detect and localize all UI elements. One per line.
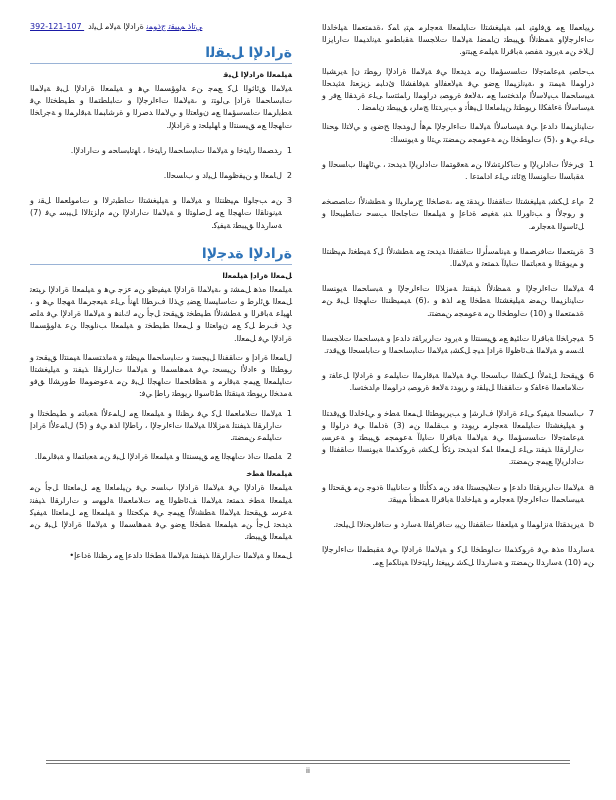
list-item-text: ﺓﺮﺒﺘﻌﻤﻟﺍ ﺕﺎﻓﺮﺼﻤﻟﺍ ﻭ ﺔﻴﻧﺎﻤﺳﺃﺮﻟﺍ ﺕﺎﻘﻔﻨﻟﺍ ﺪﻳﺪﺤﺗ ﻊﻣ ﺔﻄﺸﻧﻷﺍ ﻞﻛ ﺔﻴﻄﻐﺘﻟ ﻢﻴﻈﻨﺘﻟﺍ ﻭ ﻢﻳﻮﻘﺘﻟﺍ ﻭ ﺔﻌﺑﺎﺘﻤﻟﺍ ﺕﺎﻴﻟﺁ ﺪﻤﺘﻌﺗ ﻭ ﺔﻴﻟﺎﻤﻟﺍ. — [322, 246, 584, 269]
subheading: ﺔﻴﻠﻤﻌﻟﺍ ﺔﻄﺧ — [246, 469, 292, 479]
list-item — [322, 408, 594, 469]
section-divider — [30, 264, 292, 265]
list-item-number: 2 — [286, 171, 292, 181]
list-item-number: 5 — [588, 333, 594, 343]
list-item-text: ﺏﺎﺴﺤﻟﺍ ﺔﻴﻔﻴﻛ ﻰﻠﻋ ﺓﺭﺍﺩﻹﺍ ﻑﺍﺮﺷﺇ ﻭ ﺐﻳﺮﻳﻮﻄﺘﻟﺍ ﻞﻤﻌﻟﺍ ﺔﻄﺧ ﻭ ﻲﻠﺧﺍﺪﻟﺍ ﻖﻴﻗﺪﺘﻟﺍ ﻭ ﺔﻴﻠﻴﻐﺸﺘﻟﺍ ﺕﺎﻴﻠﻤﻌﻟﺍ ﺔﻌﺟﺍﺮﻣ ﺮﻳﻭﺪﺗ ﻭ ﺐﻘﻠﻤﻟﺍ ﻦﻣ (3) ﺓﺩﺎﻤﻟﺍ ﻲﻓ ﺩﺭﺍﻮﻟﺍ ﻭ ﺔﻴﻋﺎﻤﺘﺟﻻﺍ ﺕﺎﺴﺳﺆﻤﻟﺍ ﻲﻓ ﺔﻴﻟﺎﻤﻟﺍ ﺔﺑﺎﻗﺮﻟﺍ ﺕﺎﻴﻟﺁ ﺔﻋﻮﻤﺠﻣ ﻖﻴﺒﻄﺗ ﻭ ﺔﻋﺮﺴﺑ ﺕﺍﺭﺍﺮﻘﻟﺍ ﺬﻴﻔﻨﺗ ﻰﻠﻋ ﻞﻤﻌﻟﺍ ﺎﻤﻛ ﺍﺪﻳﺪﺤﺗ ﺮﺜﻛﺃ ﻞﻜﺸﺑ ﺓﺭﻮﻛﺬﻤﻟﺍ ﺔﻳﻮﻨﺴﻟﺍ ﺕﺎﻘﻔﻨﻟﺍ ﻭ ﺕﺍﺩﺍﺮﻳﻹﺍ ﻊﻴﻤﺟ ﻦﻤﻀﺘﺗ. — [322, 408, 584, 467]
paragraph: ﺔﻴﻟﺎﻤﻟﺍ ﻖﺋﺎﺛﻮﻟﺍ ﻞﻛ ﻊﻤﺟ ﻦﻋ ﺔﻟﻭﺆﺴﻤﻟﺍ ﻲﻫ ﻭ ﺔﻴﻠﻤﻌﻟﺍ ﺓﺭﺍﺩﻹﺍ ﻞﺒﻗ ﺔﻴﻟﺎﻤﻟﺍ ﺕﺎﺒﺳﺎﺤﻤﻟﺍ ﺓﺭﺍﺩﺇ ﻰﻟﻮﺘﺗ ﻭ ،ﺔﻴﻟﺎﻤﻟﺍ ﺕﺍﺀﺍﺮﺟﻹﺍ ﻭ ﺕﺎﺒﻠﻄﺘﻤﻟﺍ ﻭ ﻂﻴﻄﺨﺘﻟﺍ ﻲﻓ ﺔﻄﺑﺍﺮﻤﻟﺍ ﺕﺎﺴﺳﺆﻤﻟﺍ ﻊﻣ ﻥﻭﺎﻌﺘﻟﺍ ﻭ ﻲﻟﺎﻤﻟﺍ ﺪﺻﺮﻟﺍ ﻭ ﺓﺮﺷﺎﺒﻤﻟﺍ ﺔﺒﻗﺍﺮﻤﻟﺍ ﻭ ﺔﺟﺭﺎﺨﻟﺍ ﺕﺎﻬﺠﻟﺍ ﻊﻣ ﻖﻴﺴﻨﺘﻟﺍ ﻭ ﺎﻬﻠﻴﻠﺤﺗ ﻭ ﺓﺭﺍﺩﻺﻟ. — [30, 84, 292, 130]
list-item-text: ﻦﻣ ﺐﺟﺍﻮﻟﺍ ﻢﻴﻈﻨﺘﻟﺍ ﻭ ﺔﻴﻟﺎﻤﻟﺍ ﻭ ﺔﻴﻠﻴﻐﺸﺘﻟﺍ ﺕﺎﻄﺒﺗﺭﻻﺍ ﻭ ﺕﺎﻣﻮﻠﻌﻤﻟﺍ ﻞﻘﻧ ﻭ ﺔﻴﻧﻮﻧﺎﻘﻟﺍ ﺕﺎﻬﺠﻟﺍ ﻊﻣ ﻞﺻﺍﻮﺘﻟﺍ ﻭ ﺔﻴﻟﺎﻤﻟﺍ ﺕﺍﺭﺍﺩﻹﺍ ﻦﻣ ﻡﺍﺰﺘﻟﻻﺍ ﻞﻴﺒﺳ ﻲﻓ (7) ﺔﺳﺍﺭﺪﻟﺍ ﻖﻴﺒﻄﺗ ﺔﻴﻔﻴﻛ. — [30, 196, 282, 230]
header-reference — [30, 22, 292, 31]
paragraph: ﻞﻤﻌﻟﺍ ﻭ ﺔﻴﻟﺎﻤﻟﺍ ﺕﺍﺭﺍﺮﻘﻟﺍ ﺬﻴﻔﻨﺘﻟ ﺔﻴﻟﺎﻤﻟﺍ ﺔﻄﺨﻟﺍ ﺩﺍﺪﻋﺇ ﻊﻣ ﺮﻈﻨﻟﺍ ﺓﺩﺎﻋﺇ• — [69, 551, 292, 561]
list-item — [322, 370, 594, 394]
list-item-text: ﺔﻳﺮﻳﺪﻘﺘﻟﺍ ﺔﻧﺯﺍﻮﻤﻟﺍ ﻭ ﺔﻴﻠﻌﻔﻟﺍ ﺕﺎﻘﻔﻨﻟﺍ ﻦﻴﺑ ﺕﺎﻗﺭﺎﻔﻟﺍ ﺔﺳﺍﺭﺩ ﻭ ﺕﺎﻓﺍﺮﺤﻧﻻﺍ ﻞﻴﻠﺤﺗ. — [333, 520, 584, 530]
list-item-text: ﺔﻴﻟﺎﻤﻟﺍ ﺕﺍﺮﻳﺮﻘﺘﻟﺍ ﺩﺍﺪﻋﺇ ﻭ ﺕﻼﻴﺠﺴﺘﻟﺍ ﺔﻗﺩ ﻦﻣ ﺪﻛﺄﺘﻟﺍ ﻭ ﺕﺎﻧﺎﻴﺒﻟﺍ ﺓﺩﻮﺟ ﻦﻣ ﻖﻘﺤﺘﻟﺍ ﻭ ﺔﻴﺒﺳﺎﺤﻤﻟﺍ ﺕﺍﺀﺍﺮﺟﻹﺍ ﺔﻌﺟﺍﺮﻣ ﻭ ﺔﻴﻠﺧﺍﺪﻟﺍ ﺔﺑﺎﻗﺮﻟﺍ ﺔﻤﻈﻧﺃ ﻢﻴﻴﻘﺗ. — [322, 482, 585, 504]
list-item — [322, 196, 594, 233]
list-item — [322, 246, 594, 270]
list-item-text: ﺭﺪﺼﻤﻟﺍ ﺭﺎﻴﺘﺧﺍ ﻭ ﺔﻴﻟﺎﻤﻟﺍ ﺕﺎﺒﺳﺎﺤﻤﻟﺍ ﺭﺎﻴﺘﺧﺍ ، ﺎﻬﺗﺎﺒﺳﺎﺤﻣ ﻭ ﺕﺍﺭﺍﺩﻹﺍ. — [70, 145, 282, 155]
paragraph: ﻝﺎﻤﻌﻟﺍ ﺓﺭﺍﺩﺇ ﻭ ﺕﺎﻘﻔﻨﻟﺍ ﻞﻴﺠﺴﺗ ﻭ ﺕﺎﺒﺳﺎﺤﻤﻟﺍ ﻢﻴﻈﻨﺗ ﻭ ﺔﻣﺍﺪﺘﺴﻤﻟﺍ ﺔﻴﻤﻨﺘﻟﺍ ﻖﻴﻘﺤﺗ ﻭ ﺭﻮﻄﺘﻟﺍ ﻭ ﺀﺍﺩﻷﺍ ﻦﻴﺴﺤﺗ ﻲﻓ ﺔﻤﻫﺎﺴﻤﻟﺍ ﻭ ﺔﻴﻟﺎﻤﻟﺍ ﺕﺍﺭﺍﺮﻘﻟﺍ ﺬﻴﻔﻨﺗ ﻭ ﺔﻴﻠﻴﻐﺸﺘﻟﺍ ﺕﺎﻴﻠﻤﻌﻟﺍ ﻊﻴﻤﺟ ﺔﺒﻗﺍﺮﻣ ﻭ ﺔﻈﻓﺎﺤﻤﻟﺍ ﺕﺎﻬﺠﻟﺍ ﻞﺒﻗ ﻦﻣ ﺔﻋﻮﺿﻮﻤﻟﺍ ﻁﻭﺮﺸﻟﺍ ﻖﻓﻭ ﺔﻣﺪﺨﻟﺍ ﺮﻳﻮﻄﺗ ﺔﻴﻨﻘﺘﻟﺍ ﻂﺋﺎﺳﻮﻟﺍ ﺮﻳﻮﻄﺗ ﺭﺎﻃﺇ ﻲﻓ: — [30, 352, 292, 399]
list-item-number: 3 — [286, 196, 292, 206]
list-item-text: ﻝﺎﻤﻌﻟﺍ ﻭ ﻦﻴﻔﻇﻮﻤﻟﺍ ﻞﻴﻟﺩ ﻭ ﺏﺎﺴﺤﻟﺍ. — [163, 171, 282, 181]
list-item — [30, 408, 292, 445]
reference-link[interactable]: 392-121-107 ‏ﻲﺗﺍﺫ ﻢﻴﻴﻘﺗ ﺝﺫﻮﻤﻧ — [30, 22, 203, 31]
list-item-number: 1 — [286, 408, 292, 418]
list-item-text: ﻯﺮﺧﻷﺍ ﺕﺍﺩﺍﺮﻳﻹﺍ ﻭ ﺕﺎﻛﺍﺮﺘﺷﻻﺍ ﻦﻣ ﺔﻌﻗﻮﺘﻤﻟﺍ ﺕﺍﺩﺍﺮﻳﻹﺍ ﺪﻳﺪﺤﺗ ، ﻲﺋﺎﻬﻨﻟﺍ ﺏﺎﺴﺤﻟﺍ ﻭ ﺔﻘﺑﺎﺴﻟﺍ ﺕﺍﻮﻨﺴﻟﺍ ﺞﺋﺎﺘﻧ ﻰﻠﻋ ﺍﺩﺎﻤﺘﻋﺍ . — [322, 159, 584, 182]
left-column — [30, 22, 292, 563]
list-item-text: ﺔﻴﻟﺎﻤﻟﺍ ﺕﻼﻣﺎﻌﻤﻟﺍ ﻞﻛ ﻲﻓ ﺮﻈﻨﻟﺍ ﻭ ﺔﻴﻠﻤﻌﻟﺍ ﻊﻣ ﻝﺎﻤﻋﻷﺍ ﺔﻌﺑﺎﺘﻣ ﻭ ﻂﻴﻄﺨﺘﻟﺍ ﻭ ﺕﺍﺭﺍﺮﻘﻟﺍ ﺬﻴﻔﻨﺘﻟ ﺔﻣﺯﻼﻟﺍ ﺔﻴﻟﺎﻤﻟﺍ ﺕﺍﺀﺍﺮﺟﻹﺍ ، ﺭﺎﻃﻹﺍ ﺍﺬﻫ ﻲﻓ ﻭ (5) ﻝﺎﻤﻋﻷﺍ ﺓﺭﺍﺩﺇ ﺕﺎﻴﻠﻤﻋ ﻦﻤﻀﺘﺗ. — [30, 408, 282, 443]
list-item — [322, 519, 594, 531]
paragraph: ﺔﻴﻠﻤﻌﻟﺍ ﻩﺬﻫ ﻞﻤﺸﺗ ﻭ ،ﺔﻴﻟﺎﻤﻟﺍ ﺓﺭﺍﺩﻹﺍ ﺔﻴﻔﻴﻇﻭ ﻦﻣ ﺀﺰﺟ ﻲﻫ ﻭ ﺔﻴﻠﻤﻌﻟﺍ ﺓﺭﺍﺩﻹﺍ ﺮﺒﺘﻌﺗ ﻞﻤﻌﻟﺍ ﻖﺋﺍﺮﻃ ﻭ ﺕﺎﺳﺎﻴﺴﻟﺍ ﻊﻀﻳ ﻱﺬﻟﺍ ﻑﺮﻄﻟﺍ ﺎﻬﻧﺃ ﻰﻠﻋ ﺔﻴﻌﺟﺮﻤﻟﺍ ﺔﻬﺠﻟﺍ ﻲﻫ ﻭ ، ﺎﻬﻴﻠﻋ ﺔﺑﺎﻗﺮﻟﺍ ﻭ ﺔﻄﺸﻧﻷﺍ ﻂﻴﻄﺨﺗ ﻖﻴﻘﺤﺗ ﻞﺟﺃ ﻦﻣ ﻙﺎﻨﻫ ﻭ ﺔﻴﻟﺎﻤﻟﺍ ﺓﺭﺍﺩﻹﺍ ﻲﻓ ﺔﻠﺻ ﻱﺫ ﻑﺮﻃ ﻞﻛ ﻊﻣ ﻥﻭﺎﻌﺘﻟﺍ ﻭ ﻞﻤﻌﻟﺍ ﻂﻴﻄﺨﺗ ﻭ ﺔﻴﻠﻤﻌﻟﺍ ﺐﻧﺍﻮﺠﻟﺍ ﻦﻋ ﺔﻟﻭﺆﺴﻤﻟﺍ ﺓﺭﺍﺩﻹﺍ ﻲﻓ ﻞﻤﻌﻟﺍ. — [30, 284, 292, 343]
list-item — [30, 195, 292, 232]
paragraph: ﺕﺎﻴﻧﺍﺰﻴﻤﻟﺍ ﺩﺍﺪﻋﺇ ﻲﻓ ﺔﻴﺳﺎﺳﻷﺍ ﺔﻴﻟﺎﻤﻟﺍ ﺕﺍﺀﺍﺮﺟﻹﺍ ﻢﻫﺃ ﻝﻭﺪﺠﻟﺍ ﺢﺿﻮﻳ ﻭ ﻲﻟﺎﺘﻟﺍ ﻮﺤﻨﻟﺍ ﻰﻠﻋ ﻲﻫ ﻭ ،(5) ﺕﺍﻮﻄﺨﻟﺍ ﻦﻣ ﺔﻋﻮﻤﺠﻣ ﻦﻤﻀﺘﺗ ﻲﺘﻟﺍ ﻭ ﺔﻳﻮﻨﺴﻟﺍ: — [322, 122, 594, 144]
list-item — [322, 482, 594, 506]
subheading: ﻞﻤﻌﻟﺍ ﺓﺭﺍﺩﺇ ﺔﻴﻠﻤﻌﻟﺍ — [222, 270, 292, 280]
paragraph: ﺔﻴﻠﻤﻌﻟﺍ ﺓﺭﺍﺩﻹﺍ ﻲﻓ ﺔﻴﻟﺎﻤﻟﺍ ﺓﺭﺍﺩﻹﺍ ﺏﺎﺴﺣ ﻲﻓ ﻦﻴﻠﻣﺎﻌﻟﺍ ﻊﻣ ﻞﻣﺎﻌﺘﻟﺍ ﻞﺟﺃ ﻦﻣ ﺔﻴﻠﻤﻌﻟﺍ ﺔﻄﺧ ﺪﻤﺘﻌﺗ ﺔﻴﻟﺎﻤﻟﺍ ﻒﺋﺎﻇﻮﻟﺍ ﻊﻣ ﺕﻼﻣﺎﻌﻤﻟﺍ ﺔﻟﻮﻬﺳ ﻭ ﺕﺍﺭﺍﺮﻘﻟﺍ ﺬﻴﻔﻨﺗ ﺔﻋﺮﺳ ﻖﻴﻘﺤﺘﻟ ﺔﻴﻟﺎﻤﻟﺍ ﺔﻄﺸﻧﻷﺍ ﻊﻴﻤﺟ ﻲﻓ ﻢﻜﺤﺘﻟﺍ ﻭ ﺔﻴﻠﻤﻌﻟﺍ ﻊﻣ ﻞﻣﺎﻌﺘﻟﺍ ﺔﻴﻔﻴﻛ ﺪﻳﺪﺤﺗ ﻞﺟﺃ ﻦﻣ ﺔﻴﻠﻤﻌﻟﺍ ﺔﻄﺨﻟﺍ ﻊﺿﻭ ﻲﻓ ﺔﻤﻫﺎﺴﻤﻟﺍ ﻭ ﺔﻴﻟﺎﻤﻟﺍ ﺓﺭﺍﺩﻹﺍ ﻞﺒﻗ ﻦﻣ ﺔﻴﻠﻤﻌﻟﺍ ﻖﻴﺒﻄﺗ. — [30, 483, 292, 542]
list-item-text: ﺔﻴﻟﺎﻤﻟﺍ ﺕﺍﺀﺍﺮﺟﻹﺍ ﻭ ﺔﻤﻈﻧﻷﺍ ﺬﻴﻔﻨﺘﻟ ﺔﻣﺯﻼﻟﺍ ﺕﺍﺀﺍﺮﺟﻹﺍ ﻭ ﺔﺒﺳﺎﺤﻤﻟﺍ ﺔﻳﻮﻨﺴﻟﺍ ﺕﺎﻴﻧﺍﺰﻴﻤﻟﺍ ﻦﻤﺿ ﺔﻴﻠﻴﻐﺸﺘﻟﺍ ﺔﻄﺨﻟﺍ ﻊﻣ ﺍﺬﻫ ﻭ ،(6) ﺔﻴﻤﻴﻈﻨﺘﻟﺍ ﺕﺎﻬﺠﻟﺍ ﻞﺒﻗ ﻦﻣ ﺓﺪﻤﺘﻌﻤﻟﺍ ﻭ (10) ﺕﺍﻮﻄﺨﻟﺍ ﻦﻣ ﺔﻋﻮﻤﺠﻣ ﻦﻤﻀﺘﺗ. — [322, 284, 584, 318]
footer-rule — [46, 760, 570, 761]
paragraph: ﺮﻴﻳﺎﻌﻤﻟﺍ ﻊﻣ ﻖﻓﺍﻮﺘﻳ ﺎﻤﺑ ﺔﻴﻠﻴﻐﺸﺘﻟﺍ ﺕﺎﻴﻠﻤﻌﻟﺍ ﺔﻌﺟﺍﺮﻣ ﻢﺘﻳ ﺎﻤﻛ ،ﺓﺪﻤﺘﻌﻤﻟﺍ ﺔﻴﻠﺧﺍﺪﻟﺍ ﺕﺍﺀﺍﺮﺟﻹﺍﻭ ﺔﻤﻈﻧﻷﺍ ﻖﻴﺒﻄﺗ ﻥﺎﻤﻀﻟ ﺔﻴﻟﺎﻤﻟﺍ ﺕﻼﺠﺴﻟﺍ ﺔﻘﺑﺎﻄﻣﻭ ﺔﻴﻧﺍﺪﻴﻤﻟﺍ ﺕﺍﺭﺎﻳﺰﻟﺍ ﻝﻼﺧ ﻦﻣ ﺔﻳﺭﻭﺩ ﺔﻔﺼﺑ ﺔﺑﺎﻗﺮﻟﺍ ﺔﻴﻠﻤﻋ ﻊﺒﺘﺗﻭ. — [322, 23, 594, 57]
list-item — [322, 333, 594, 357]
list-item — [322, 283, 594, 320]
list-item-number: 4 — [588, 284, 594, 294]
list-item-number: 2 — [588, 197, 594, 207]
list-item — [30, 145, 292, 157]
footer-rule — [46, 763, 570, 764]
section-divider — [30, 63, 292, 64]
list-item-letter: a — [589, 482, 594, 492]
list-item — [30, 170, 292, 182]
list-item-letter: b — [588, 520, 594, 530]
section-title: ﺓﺭﺍﺩﻹﺍ ﻞﺒﻘﻟﺍ — [205, 45, 292, 61]
list-item-text: ﻡﺎﻋ ﻞﻜﺸﺑ ﺔﻴﻠﻴﻐﺸﺘﻟﺍ ﺕﺎﻘﻔﻨﻟﺍ ﺮﻳﺪﻘﺗ ﻊﻣ ،ﺔﺻﺎﺨﻟﺍ ﺝﺮﻣﺍﺮﺒﻟﺍ ﻭ ﺔﻄﺸﻧﻷﺍ ﺕﺎﺼﺼﺨﻣ ﻭ ﺭﻮﺟﻷﺍ ﻭ ﺐﺗﺍﻭﺮﻟﺍ ﺪﻨﺑ ﺔﻐﻴﺻ ﺓﺩﺎﻋﺇ ﻭ ﺔﻴﻠﻤﻌﻟﺍ ﺕﺎﺟﺎﺤﻟﺍ ﺐﺴﺣ ﺕﺎﻄﻴﺒﺤﻟﺍ ﻭ ﻞﺋﺎﺳﻮﻟﺍ ﺔﻌﺟﺍﺮﻣ. — [322, 197, 584, 231]
list-item-number: 1 — [286, 145, 292, 155]
closing-paragraph: ﺔﺳﺍﺭﺪﻟﺍ ﻩﺬﻫ ﻲﻓ ﺓﺭﻮﻛﺬﻤﻟﺍ ﺕﺍﻮﻄﺨﻟﺍ ﻞﻛ ﻭ ﺔﻴﻟﺎﻤﻟﺍ ﺓﺭﺍﺩﻹﺍ ﻲﻓ ﺔﻘﺒﻄﻤﻟﺍ ﺕﺍﺀﺍﺮﺟﻹﺍ ﻦﻣ (10) ﺔﺳﺍﺭﺪﻟﺍ ﻦﻤﻀﺘﺗ ﻭ ﺔﺳﺍﺭﺪﻟﺍ ﻞﻜﺷ ﺮﻴﻴﻐﺘﻟ ﺭﺎﻴﺘﺧﻻﺍ ﺔﻴﻧﺎﻜﻣﺇ ﻊﻣ. — [322, 545, 594, 567]
subheading: ﺔﻴﻠﻤﻌﻟﺍ ﺓﺭﺍﺩﻹﺍ ﻞﺒﻗ — [223, 70, 292, 79]
paragraph: ﺐﺣﺎﺼﻳ ﺔﻴﻋﺎﻤﺘﺟﻻﺍ ﺕﺎﺴﺳﺆﻤﻟﺍ ﻦﻣ ﺪﻳﺪﻌﻟﺍ ﻲﻓ ﺔﻴﻟﺎﻤﻟﺍ ﺓﺭﺍﺩﻹﺍ ﺭﻮﻄﺗ ﻥﺇ ﺔﻳﺮﺸﺒﻟﺍ ﺩﺭﺍﻮﻤﻟﺍ ﺔﻴﻤﻨﺗ ﻭ ،ﺔﻴﻧﺍﺰﻴﻤﻟﺍ ﻊﺿﻭ ﻲﻓ ﺔﻴﻟﺎﻌﻔﻟﺍﻭ ﺔﻴﻓﺎﻔﺸﻟﺍ ﺉﺩﺎﺒﻣ ﺰﻳﺰﻌﺘﻟ ﺔﺜﻳﺪﺤﻟﺍ ﺔﻴﺒﺳﺎﺤﻤﻟﺍ ﺐﻴﻟﺎﺳﻷﺍ ﻡﺍﺪﺨﺘﺳﺍ ﻊﻣ ،ﺔﻟﺎﻌﻓ ﺓﺭﻮﺼﺑ ﺩﺭﺍﻮﻤﻟﺍ ﺭﺎﻤﺜﺘﺳﺍ ﻰﻠﻋ ﺓﺭﺪﻘﻟﺍ ﻊﻓﺭ ﻭ ﺔﻴﺳﺎﺳﻷﺍ ﺓﺀﺎﻔﻜﻟﺍ ﺮﻳﻮﻄﺘﻟ ﻦﻴﻠﻣﺎﻌﻟﺍ ﻞﻴﻫﺄﺗ ﻭ ﺐﻳﺭﺪﺘﻟﺍ ﺞﻣﺍﺮﺑ ﻖﻴﺒﻄﺗ ﻥﺎﻤﻀﻟ . — [322, 66, 594, 113]
list-item-number: 1 — [588, 159, 594, 169]
list-item-number: 7 — [588, 408, 594, 418]
list-item-text: ﻖﻴﻘﺤﺘﻟ ﻞﺜﻣﻷﺍ ﻞﻜﺸﻟﺍ ﺏﺎﺴﺤﻟﺍ ﻲﻓ ﺔﻴﻟﺎﻤﻟﺍ ﺔﺒﻗﺍﺮﻤﻟﺍ ﺕﺎﻴﻠﻤﻋ ﻭ ﺓﺭﺍﺩﻹﺍ ﻞﻋﺎﻔﺗ ﻭ ﺕﻼﻣﺎﻌﻤﻟﺍ ﺓﺀﺎﻔﻛ ﻭ ﺕﺎﻘﻔﻨﻟﺍ ﻞﻴﻠﻘﺗ ﻭ ﺮﻳﻭﺪﺗ ﺔﻟﺎﻌﻓ ﺓﺭﻮﺼﺑ ﺩﺭﺍﻮﻤﻟﺍ ﻡﺍﺪﺨﺘﺳﺍ. — [322, 371, 584, 393]
list-item-number: 6 — [588, 371, 594, 381]
page-number: ii — [306, 767, 310, 775]
section-title: ﺓﺭﺍﺩﻹﺍ ﺓﺪﺟﻹﺍ — [201, 245, 292, 262]
list-item — [322, 159, 594, 183]
list-item-number: 2 — [286, 452, 292, 462]
list-item-number: 3 — [588, 246, 594, 256]
header-caption: ﺓﺭﺍﺩﻹﺍ ﺔﻴﻟﺎﻣ ﻞﻴﻟﺩ — [88, 22, 144, 31]
list-item-text: ﺔﻴﺟﺭﺎﺨﻟﺍ ﺔﺑﺎﻗﺮﻟﺍ ﺕﺎﺌﻴﻫ ﻊﻣ ﻖﻴﺴﻨﺘﻟﺍ ﻭ ﺔﻳﺭﻭﺩ ﺕﺍﺮﻳﺭﺎﻘﺗ ﺩﺍﺪﻋﺇ ﻭ ﺔﺒﺳﺎﺤﻤﻟﺍ ﺕﻼﺠﺴﻟﺍ ﻚﺴﻣ ﻭ ﺔﻴﻟﺎﻤﻟﺍ ﻒﺋﺎﻇﻮﻟﺍ ﺓﺭﺍﺩﺇ ﺪﻴﺟ ﻞﻜﺸﺑ ﺔﻴﻟﺎﻤﻟﺍ ﺕﺎﺒﺳﺎﺤﻤﻟﺍ ﻭ ﺕﺎﺑﺎﺴﺤﻟﺍ ﻖﻴﻗﺪﺗ. — [322, 333, 584, 356]
list-item-text: ﺔﻠﺼﻟﺍ ﺕﺍﺫ ﺕﺎﻬﺠﻟﺍ ﻊﻣ ﻖﻴﺴﻨﺘﻟﺍ ﻭ ﺔﻴﻠﻤﻌﻟﺍ ﺓﺭﺍﺩﻹﺍ ﻞﺒﻗ ﻦﻣ ﺔﻌﺑﺎﺘﻤﻟﺍ ﻭ ﺔﺒﻗﺍﺮﻤﻟﺍ. — [34, 452, 282, 462]
list-item — [30, 451, 292, 463]
right-column — [322, 22, 594, 569]
